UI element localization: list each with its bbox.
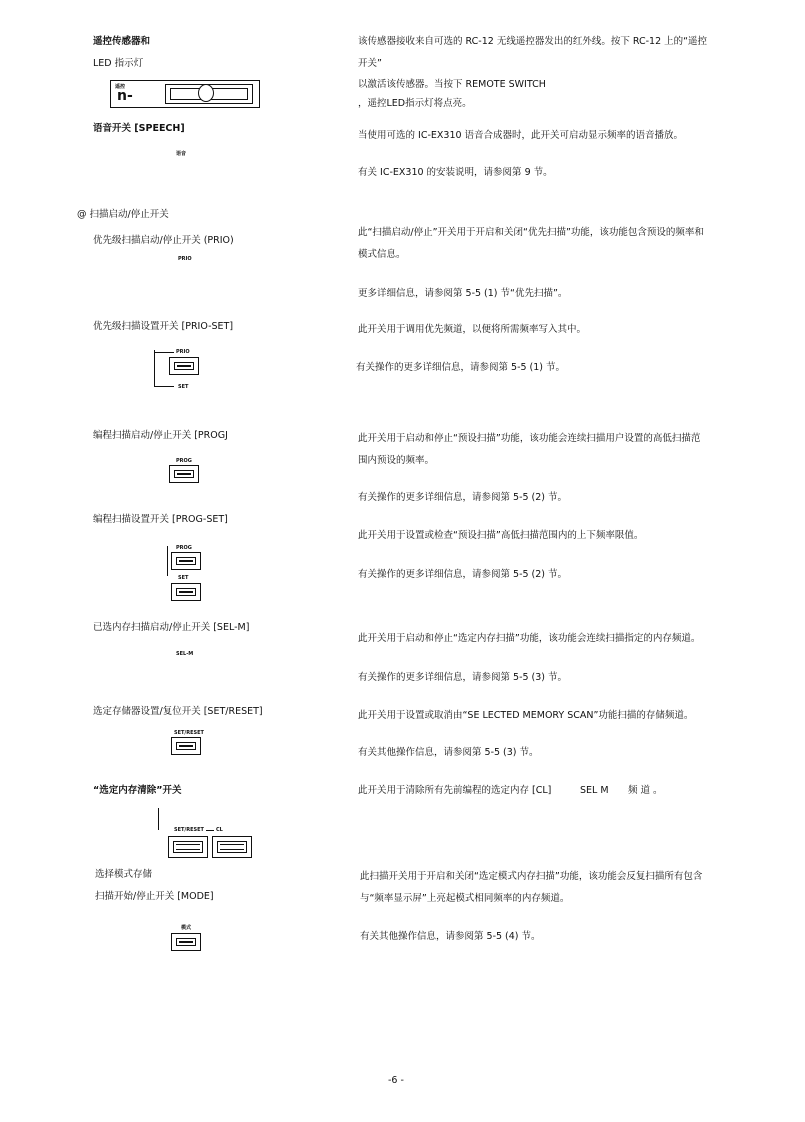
mode-desc1: 此扫描开关用于开启和关闭“选定模式内存扫描”功能，该功能会反复扫描所有包含 xyxy=(360,871,703,882)
mode-desc2: 与“频率显示屏”上亮起模式相同频率的内存频道。 xyxy=(360,893,570,904)
prio-set-button[interactable] xyxy=(169,357,199,375)
prog-button[interactable] xyxy=(169,465,199,483)
prio-set-tag-top: PRIO xyxy=(176,349,190,355)
remote-desc-line3: 以激活该传感器。当按下 REMOTE SWITCH xyxy=(358,79,546,90)
prio-button-tag: PRIO xyxy=(178,256,192,262)
speech-desc1: 当使用可选的 IC-EX310 语音合成器时，此开关可启动显示频率的语音播放。 xyxy=(358,130,684,141)
speech-desc2: 有关 IC-EX310 的安装说明，请参阅第 9 节。 xyxy=(358,167,553,178)
mode-switch-label2: 扫描开始/停止开关 [MODE] xyxy=(95,891,214,902)
prio-desc3: 更多详细信息，请参阅第 5-5 (1) 节“优先扫描”。 xyxy=(358,288,568,299)
remote-desc-line2: 开关” xyxy=(358,58,382,69)
mode-button-tag: 模式 xyxy=(181,925,192,931)
remote-panel-tag: 遥控 xyxy=(115,84,126,90)
prio-set-tag-bottom: SET xyxy=(178,384,189,390)
clear-desc1-tail: 频 道 。 xyxy=(628,785,663,796)
sel-m-switch-label: 已选内存扫描启动/停止开关 [SEL-M] xyxy=(93,622,250,633)
clear-switch-label: “选定内存清除”开关 xyxy=(93,785,182,796)
mode-desc3: 有关其他操作信息，请参阅第 5-5 (4) 节。 xyxy=(360,931,541,942)
prog-button-tag: PROG xyxy=(176,458,192,464)
prio-switch-label: 优先级扫描启动/停止开关 (PRIO) xyxy=(93,235,234,246)
prog-set-desc1: 此开关用于设置或检查“预设扫描”高低扫描范围内的上下频率限值。 xyxy=(358,530,644,541)
remote-panel-glyph: n- xyxy=(117,88,133,104)
prog-desc1: 此开关用于启动和停止“预设扫描”功能，该功能会连续扫描用户设置的高低扫描范 xyxy=(358,433,701,444)
clear-desc1: 此开关用于清除所有先前编程的选定内存 [CL] xyxy=(358,785,552,796)
set-reset-desc2: 有关其他操作信息，请参阅第 5-5 (3) 节。 xyxy=(358,747,539,758)
remote-sensor-title: 遥控传感器和 xyxy=(93,36,151,47)
prog-set-desc2: 有关操作的更多详细信息，请参阅第 5-5 (2) 节。 xyxy=(358,569,568,580)
remote-sensor-window xyxy=(165,84,253,104)
prog-set-switch-label: 编程扫描设置开关 [PROG-SET] xyxy=(93,514,228,525)
scan-section-heading: @ 扫描启动/停止开关 xyxy=(77,209,169,220)
prio-set-desc2: 有关操作的更多详细信息，请参阅第 5-5 (1) 节。 xyxy=(356,362,566,373)
prog-desc3: 有关操作的更多详细信息，请参阅第 5-5 (2) 节。 xyxy=(358,492,568,503)
led-indicator-icon xyxy=(198,84,214,102)
set-reset-switch-label: 选定存储器设置/复位开关 [SET/RESET] xyxy=(93,706,263,717)
led-indicator-label: LED 指示灯 xyxy=(93,58,144,69)
speech-button-tag: 语音 xyxy=(176,151,187,157)
prog-set-tag-top: PROG xyxy=(176,545,192,551)
clear-tag-left: SET/RESET xyxy=(174,827,204,833)
prog-desc2: 围内预设的频率。 xyxy=(358,455,435,466)
prog-set-upper-button[interactable] xyxy=(171,552,201,570)
remote-sensor-panel-diagram xyxy=(110,80,260,108)
set-reset-desc1: 此开关用于设置或取消由“SE LECTED MEMORY SCAN”功能扫描的存储频道。 xyxy=(358,710,694,721)
prog-set-lower-button[interactable] xyxy=(171,583,201,601)
speech-switch-label: 语音开关 [SPEECH] xyxy=(93,123,185,134)
remote-desc-line4: ，遥控LED指示灯将点亮。 xyxy=(358,98,472,109)
clear-tag-right: CL xyxy=(216,827,223,833)
sel-m-button-tag: SEL-M xyxy=(176,651,194,657)
set-reset-button[interactable] xyxy=(171,737,201,755)
clear-button[interactable] xyxy=(212,836,252,858)
set-reset-button-tag: SET/RESET xyxy=(174,730,204,736)
mode-switch-label1: 选择模式存储 xyxy=(95,869,153,880)
clear-desc1-selm: SEL M xyxy=(580,785,609,796)
prio-desc1: 此“扫描启动/停止”开关用于开启和关闭“优先扫描”功能，该功能包含预设的频率和 xyxy=(358,227,704,238)
prog-switch-label: 编程扫描启动/停止开关 [PROGJ xyxy=(93,430,228,441)
sel-m-desc2: 有关操作的更多详细信息，请参阅第 5-5 (3) 节。 xyxy=(358,672,568,683)
mode-button[interactable] xyxy=(171,933,201,951)
prio-desc2: 模式信息。 xyxy=(358,249,406,260)
prio-set-switch-label: 优先级扫描设置开关 [PRIO-SET] xyxy=(93,321,234,332)
sel-m-desc1: 此开关用于启动和停止“选定内存扫描”功能，该功能会连续扫描指定的内存频道。 xyxy=(358,633,701,644)
set-reset-button-pair[interactable] xyxy=(168,836,208,858)
prio-set-desc1: 此开关用于调用优先频道，以便将所需频率写入其中。 xyxy=(358,324,587,335)
remote-desc-line1: 该传感器接收来自可选的 RC-12 无线遥控器发出的红外线。按下 RC-12 上的“遥控 xyxy=(358,36,708,47)
prog-set-tag-bottom: SET xyxy=(178,575,189,581)
page-number: -6 - xyxy=(388,1075,404,1086)
